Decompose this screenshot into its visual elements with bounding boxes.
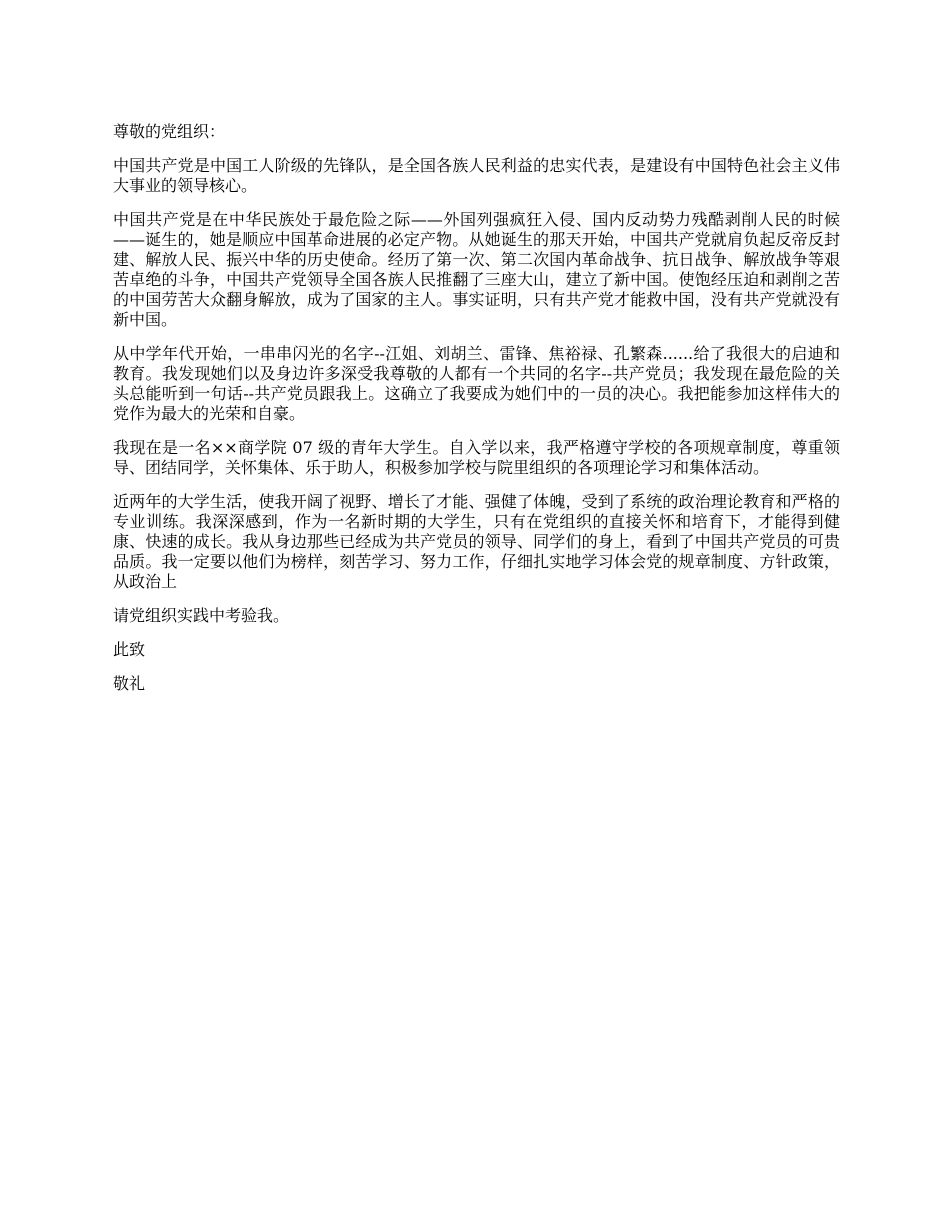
letter-closing-cizhi: 此致: [113, 640, 146, 659]
letter-closing-jingli: 敬礼: [113, 674, 146, 693]
letter-paragraph-1: 中国共产党是中国工人阶级的先锋队，是全国各族人民利益的忠实代表，是建设有中国特色社会主义伟大事业的领导核心。: [113, 156, 840, 195]
letter-salutation: 尊敬的党组织：: [113, 122, 226, 141]
letter-paragraph-5: 近两年的大学生活，使我开阔了视野、增长了才能、强健了体魄，受到了系统的政治理论教育和严格的专业训练。我深深感到，作为一名新时期的大学生，只有在党组织的直接关怀和培育下，才能得到健康、快速的成长。我从身边那些已经成为共产党员的领导、同学们的身上，看到了中国共产党员的可贵品质。我一定要以他们为榜样，刻苦学习、努力工作，仔细扎实地学习体会党的规章制度、方针政策，从政治上: [113, 492, 840, 591]
letter-paragraph-4: 我现在是一名××商学院 07 级的青年大学生。自入学以来，我严格遵守学校的各项规章制度，尊重领导、团结同学，关怀集体、乐于助人，积极参加学校与院里组织的各项理论学习和集体活动。: [113, 438, 840, 477]
letter-paragraph-3: 从中学年代开始，一串串闪光的名字--江姐、刘胡兰、雷锋、焦裕禄、孔繁森......给了我很大的启迪和教育。我发现她们以及身边许多深受我尊敬的人都有一个共同的名字--共产党员；我发现在最危险的关头总能听到一句话--共产党员跟我上。这确立了我要成为她们中的一员的决心。我把能参加这样伟大的党作为最大的光荣和自豪。: [113, 344, 840, 423]
letter-document: [113, 122, 840, 708]
letter-paragraph-2: 中国共产党是在中华民族处于最危险之际——外国列强疯狂入侵、国内反动势力残酷剥削人民的时候——诞生的，她是顺应中国革命进展的必定产物。从她诞生的那天开始，中国共产党就肩负起反帝反封建、解放人民、振兴中华的历史使命。经历了第一次、第二次国内革命战争、抗日战争、解放战争等艰苦卓绝的斗争，中国共产党领导全国各族人民推翻了三座大山，建立了新中国。使饱经压迫和剥削之苦的中国劳苦大众翻身解放，成为了国家的主人。事实证明，只有共产党才能救中国，没有共产党就没有新中国。: [113, 210, 840, 329]
letter-paragraph-6: 请党组织实践中考验我。: [113, 606, 290, 625]
